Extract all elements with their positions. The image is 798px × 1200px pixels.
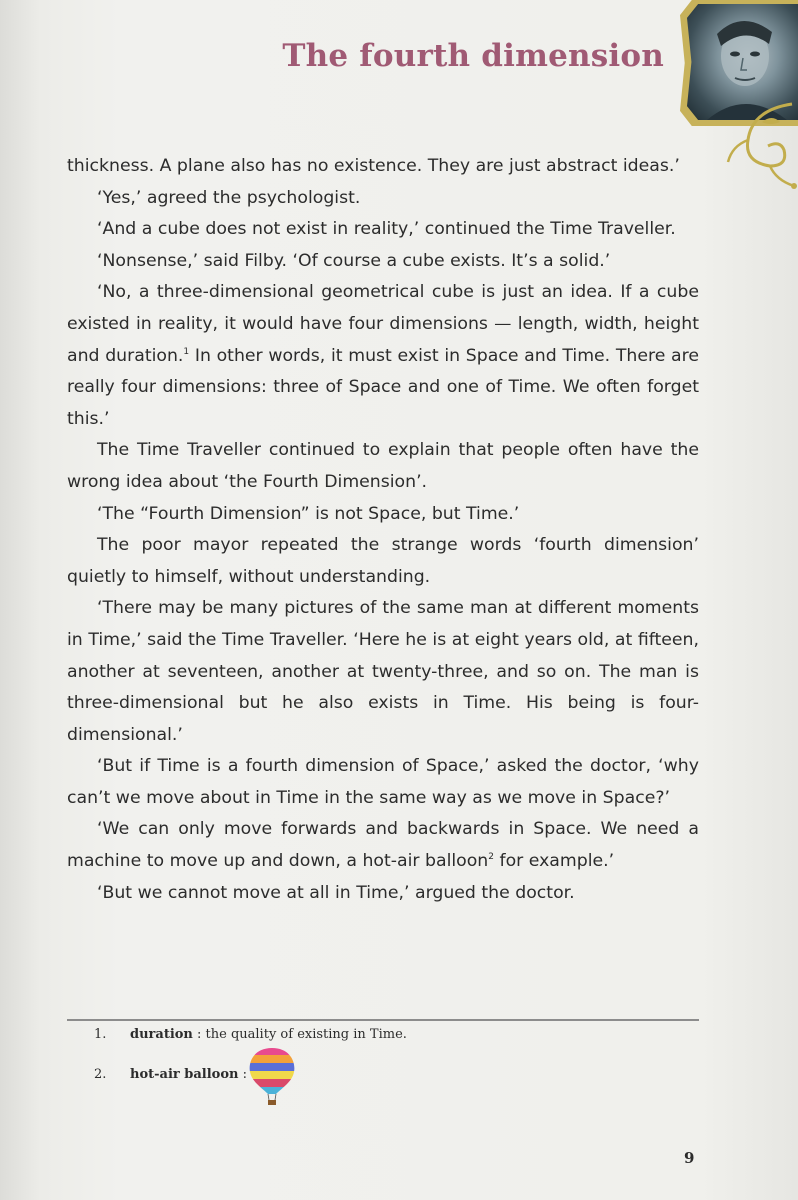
footnote-definition: : the quality of existing in Time.: [192, 1027, 407, 1042]
footnote-number: 1.: [94, 1027, 107, 1042]
paragraph-text: In other words, it must exist in Space and Time. There are really four dimensions: three of Space and one of Time. We often forget this.’: [67, 345, 699, 429]
footnote-term: duration: [130, 1027, 193, 1042]
paragraph-text: for example.’: [494, 851, 615, 872]
paragraph-text: ‘We can only move forwards and backwards in Space. We need a machine to move up and down, a hot-air balloon: [67, 819, 699, 872]
ornament-flourish: [722, 100, 798, 190]
paragraph: [67, 814, 699, 877]
paragraph: The Time Traveller continued to explain that people often have the wrong idea about ‘the Fourth Dimension’.: [67, 440, 699, 492]
paragraph: ‘And a cube does not exist in reality,’ continued the Time Traveller.: [97, 219, 676, 240]
footnote-divider: [67, 1019, 699, 1021]
paragraph: ‘There may be many pictures of the same man at different moments in Time,’ said the Time Traveller. ‘Here he is at eight years old, at fifteen, another at seventeen, another at twenty-three, and so on. The man is three-dimensional but he also exists in Time. His being is four-dimensional.’: [67, 598, 699, 745]
paragraph: ‘The “Fourth Dimension” is not Space, but Time.’: [97, 503, 520, 524]
hot-air-balloon-icon: [246, 1046, 298, 1108]
footnote-1: [94, 1024, 407, 1046]
body-text: [67, 151, 699, 909]
footnote-ref-1: 1: [183, 346, 190, 357]
paragraph: thickness. A plane also has no existence. They are just abstract ideas.’: [67, 156, 680, 176]
paragraph: [67, 277, 699, 435]
paragraph: The poor mayor repeated the strange words ‘fourth dimension’ quietly to himself, without understanding.: [67, 535, 699, 587]
paragraph: ‘But if Time is a fourth dimension of Space,’ asked the doctor, ‘why can’t we move about in Time in the same way as we move in Space?’: [67, 756, 699, 808]
paragraph: ‘Nonsense,’ said Filby. ‘Of course a cube exists. It’s a solid.’: [97, 250, 611, 271]
footnote-ref-2: 2: [488, 852, 494, 863]
paragraph: ‘Yes,’ agreed the psychologist.: [97, 187, 361, 208]
page-number: 9: [684, 1149, 695, 1167]
chapter-title: The fourth dimension: [282, 38, 664, 74]
paragraph-text: ‘No, a three-dimensional geometrical cube is just an idea. If a cube existed in reality, it would have four dimensions — length, width, height and duration.: [67, 282, 699, 366]
footnote-term: hot-air balloon: [130, 1067, 239, 1082]
footnote-number: 2.: [94, 1067, 107, 1082]
footnote-definition: :: [238, 1067, 247, 1082]
paragraph: ‘But we cannot move at all in Time,’ argued the doctor.: [97, 882, 575, 903]
